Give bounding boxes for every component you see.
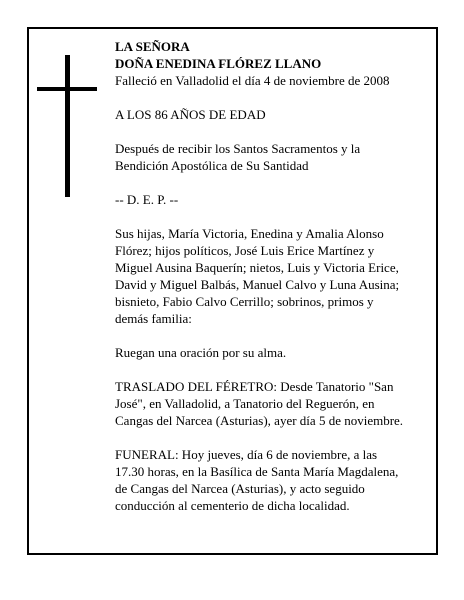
death-notice: Falleció en Valladolid el día 4 de noviembre de 2008 xyxy=(115,73,390,88)
obituary-text xyxy=(115,38,423,514)
family-text: Sus hijas, María Victoria, Enedina y Amalia Alonso Flórez; hijos políticos, José Luis Erice Martínez y Miguel Ausina Baquerín; nietos, Luis y Victoria Erice, David y Miguel Balbás, Manuel Calvo y Luna Ausina; bisnieto, Fabio Calvo Cerrillo; sobrinos, primos y demás familia: xyxy=(115,226,400,326)
cross-icon-bar xyxy=(37,87,97,91)
sacraments-text: Después de recibir los Santos Sacramentos y la Bendición Apostólica de Su Santidad xyxy=(115,141,361,173)
rip-line: -- D. E. P. -- xyxy=(115,192,179,207)
deceased-name: DOÑA ENEDINA FLÓREZ LLANO xyxy=(115,56,322,71)
funeral-text: FUNERAL: Hoy jueves, día 6 de noviembre, a las 17.30 horas, en la Basílica de Santa María Magdalena, de Cangas del Narcea (Asturias), y acto seguido conducción al cementerio de dicha localidad. xyxy=(115,447,399,513)
transfer-text: TRASLADO DEL FÉRETRO: Desde Tanatorio "San José", en Valladolid, a Tanatorio del Reguerón, en Cangas del Narcea (Asturias), ayer día 5 de noviembre. xyxy=(115,379,404,428)
age-line: A LOS 86 AÑOS DE EDAD xyxy=(115,107,266,122)
title-line-1: LA SEÑORA xyxy=(115,39,190,54)
prayer-text: Ruegan una oración por su alma. xyxy=(115,345,287,360)
cross-icon xyxy=(65,55,70,197)
